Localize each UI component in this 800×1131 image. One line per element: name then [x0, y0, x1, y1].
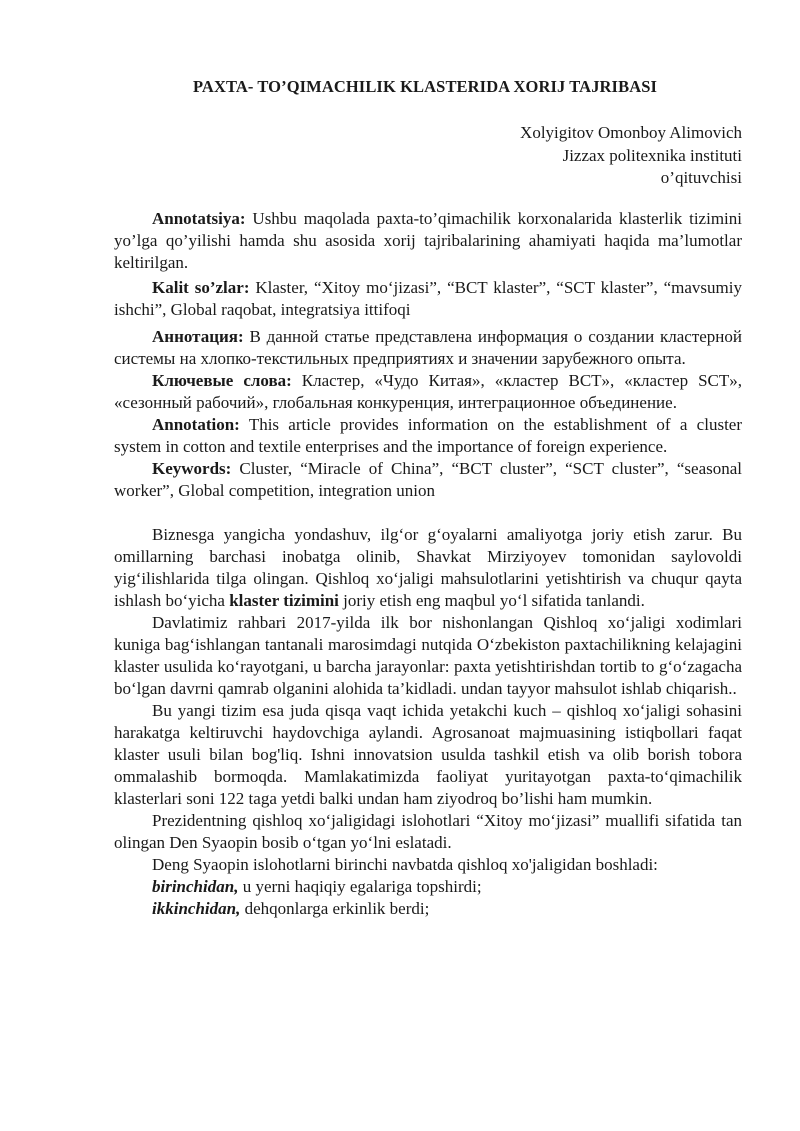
abstract-ru: [114, 326, 742, 370]
paragraph-2: Davlatimiz rahbari 2017-yilda ilk bor nishonlangan Qishloq xo‘jaligi xodimlari kuniga bag‘ishlangan tantanali marosimdagi nutqida O‘zbekiston paxtachilikning kelajagini klaster usulida ko‘rayotgani, u barcha jarayonlar: paxta yetishtirishdan tortib to g‘o‘zagacha bo‘lgan davrni qamrab olganini alohida ta’kidladi. undan tayyor mahsulot ishlab chiqarish..: [114, 613, 742, 698]
list-item: [114, 898, 742, 920]
keywords-ru-label: Ключевые слова:: [152, 371, 292, 390]
abstract-en-label: Annotation:: [152, 415, 240, 434]
keywords-ru-text: Кластер, «Чудо Китая», «кластер BCT», «кластер SCT», «сезонный рабочий», глобальная конкуренция, интеграционное объединение.: [114, 371, 742, 412]
keywords-en-text: Cluster, “Miracle of China”, “BCT cluster”, “SCT cluster”, “seasonal worker”, Global competition, integration union: [114, 459, 742, 500]
article-body: [114, 208, 742, 920]
paragraph-1-bold: klaster tizimini: [229, 591, 339, 610]
paragraph-5: Deng Syaopin islohotlarni birinchi navbatda qishloq xo'jaligidan boshladi:: [152, 855, 658, 874]
abstract-ru-text: В данной статье представлена информация о создании кластерной системы на хлопко-текстильных предприятиях и значении зарубежного опыта.: [114, 327, 742, 368]
abstract-uz-label: Annotatsiya:: [152, 209, 246, 228]
keywords-en-label: Keywords:: [152, 459, 232, 478]
paragraph-1-after: joriy etish eng maqbul yo‘l sifatida tanlandi.: [338, 591, 645, 610]
abstract-ru-label: Аннотация:: [152, 327, 244, 346]
paragraph-3: Bu yangi tizim esa juda qisqa vaqt ichida yetakchi kuch – qishloq xo‘jaligi sohasini harakatga keltiruvchi haydovchiga aylandi. Agrosanoat majmuasining istiqbollari faqat klaster usuli bilan bog'liq. Ishni innovatsion usulda tashkil etish va olib borish tobora ommalashib bormoqda. Mamlakatimizda faoliyat yuritayotgan paxta-to‘qimachilik klasterlari soni 122 taga yetdi balki undan ham ziyodroq bo’lishi ham mumkin.: [114, 701, 742, 808]
keywords-uz-label: Kalit so’zlar:: [152, 278, 250, 297]
keywords-ru: [114, 370, 742, 414]
keywords-uz-text: Klaster, “Xitoy mo‘jizasi”, “BCT klaster”, “SCT klaster”, “mavsumiy ishchi”, Global raqobat, integratsiya ittifoqi: [114, 278, 742, 319]
list-item-text: u yerni haqiqiy egalariga topshirdi;: [238, 877, 482, 896]
section-gap: [114, 502, 742, 524]
paragraph-4: Prezidentning qishloq xo‘jaligidagi islohotlari “Xitoy mo‘jizasi” muallifi sifatida tan olingan Den Syaopin bosib o‘tgan yo‘lni eslatadi.: [114, 811, 742, 852]
author-name: Xolyigitov Omonboy Alimovich: [520, 123, 742, 142]
abstract-uz-text: Ushbu maqolada paxta-to’qimachilik korxonalarida klasterlik tizimini yo’lga qo’yilishi hamda shu asosida xorij tajribalarining ahamiyati haqida ma’lumotlar keltirilgan.: [114, 209, 742, 272]
list-item-text: dehqonlarga erkinlik berdi;: [240, 899, 430, 918]
abstract-uz: [114, 208, 742, 274]
list-item-lead: ikkinchidan,: [152, 899, 241, 918]
author-block: [520, 122, 742, 190]
author-position: o’qituvchisi: [660, 168, 742, 187]
keywords-uz: [114, 277, 742, 321]
abstract-en: [114, 414, 742, 458]
article-title: PAXTA- TO’QIMACHILIK KLASTERIDA XORIJ TAJRIBASI: [192, 77, 658, 96]
list-item-lead: birinchidan,: [152, 877, 239, 896]
author-institution: Jizzax politexnika instituti: [562, 145, 742, 165]
abstract-en-text: This article provides information on the establishment of a cluster system in cotton and textile enterprises and the importance of foreign experience.: [114, 415, 742, 456]
keywords-en: [114, 458, 742, 502]
paragraph-1: [114, 524, 742, 612]
paragraph-1-before: Biznesga yangicha yondashuv, ilg‘or g‘oyalarni amaliyotga joriy etish zarur. Bu omillarning barchasi inobatga olinib, Shavkat Mirziyoyev tomonidan saylovoldi yig‘ilishlarida tilga olingan. Qishloq xo‘jaligi mahsulotlarini yetishtirish va chuqur qayta ishlash bo‘yicha: [114, 525, 742, 610]
list-item: [114, 876, 742, 898]
